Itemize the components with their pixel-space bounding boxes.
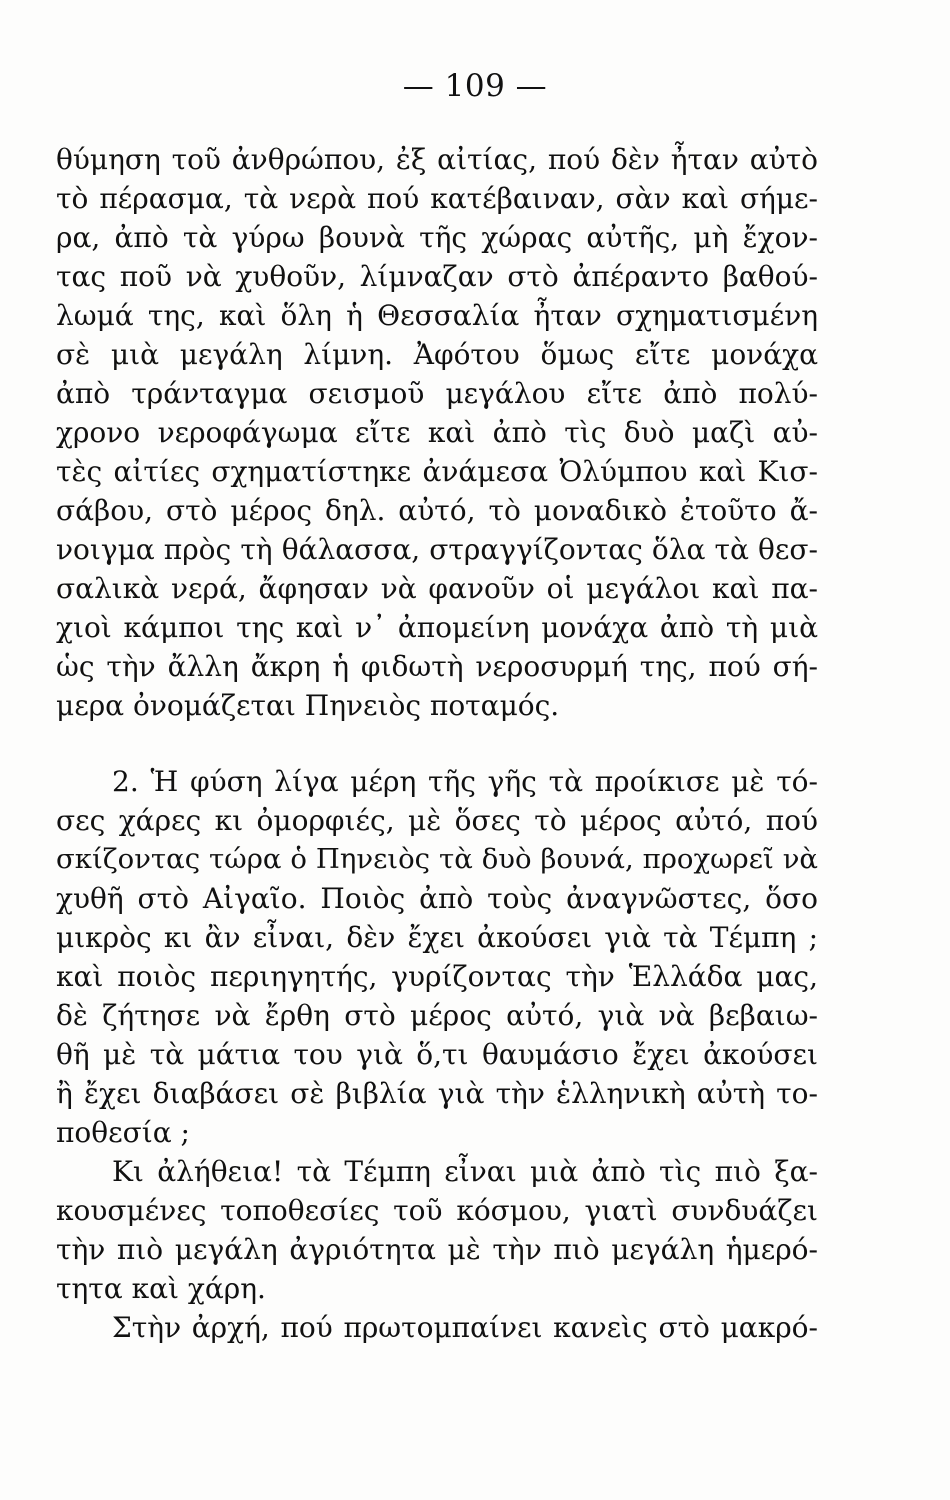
text-line: κουσμένες τοποθεσίες τοῦ κόσμου, γιατὶ συνδυάζει: [56, 1194, 818, 1227]
text-line: ἢ ἔχει διαβάσει σὲ βιβλία γιὰ τὴν ἑλληνικὴ αὐτὴ το-: [56, 1077, 818, 1110]
text-line: χρονο νεροφάγωμα εἴτε καὶ ἀπὸ τὶς δυὸ μαζὶ αὐ-: [56, 416, 818, 449]
text-line: Στὴν ἀρχή, πού πρωτομπαίνει κανεὶς στὸ μακρό-: [112, 1311, 818, 1344]
text-line: σκίζοντας τώρα ὁ Πηνειὸς τὰ δυὸ βουνά, προχωρεῖ νὰ: [56, 843, 818, 875]
text-line: τας ποῦ νὰ χυθοῦν, λίμναζαν στὸ ἀπέραντο βαθού-: [56, 260, 818, 293]
text-line: 2. Ἡ φύση λίγα μέρη τῆς γῆς τὰ προίκισε μὲ τό-: [112, 765, 818, 798]
text-line: Κι ἀλήθεια! τὰ Τέμπη εἶναι μιὰ ἀπὸ τὶς πιὸ ξα-: [112, 1155, 818, 1188]
text-line: σὲ μιὰ μεγάλη λίμνη. Ἀφότου ὅμως εἴτε μονάχα: [56, 338, 818, 371]
text-line: δὲ ζήτησε νὰ ἔρθη στὸ μέρος αὐτό, γιὰ νὰ βεβαιω-: [56, 999, 818, 1032]
text-line: χυθῆ στὸ Αἰγαῖο. Ποιὸς ἀπὸ τοὺς ἀναγνῶστες, ὅσο: [56, 882, 818, 915]
text-line: ὡς τὴν ἄλλη ἄκρη ἡ φιδωτὴ νεροσυρμή της, πού σή-: [56, 650, 818, 683]
text-line: τὸ πέρασμα, τὰ νερὰ πού κατέβαιναν, σὰν καὶ σήμε-: [56, 182, 818, 215]
text-line: μικρὸς κι ἂν εἶναι, δὲν ἔχει ἀκούσει γιὰ τὰ Τέμπη ;: [56, 921, 818, 954]
text-line: καὶ ποιὸς περιηγητής, γυρίζοντας τὴν Ἑλλάδα μας,: [56, 960, 818, 993]
paragraph-2: [56, 762, 818, 1152]
text-line: τὲς αἰτίες σχηματίστηκε ἀνάμεσα Ὀλύμπου καὶ Κισ-: [56, 455, 818, 488]
text-line: σάβου, στὸ μέρος δηλ. αὐτό, τὸ μοναδικὸ ἐτοῦτο ἄ-: [56, 494, 818, 527]
text-line: θύμηση τοῦ ἀνθρώπου, ἐξ αἰτίας, πού δὲν ἦταν αὐτὸ: [56, 143, 818, 176]
text-line: σες χάρες κι ὀμορφιές, μὲ ὅσες τὸ μέρος αὐτό, πού: [56, 804, 818, 837]
text-line: ρα, ἀπὸ τὰ γύρω βουνὰ τῆς χώρας αὐτῆς, μὴ ἔχον-: [56, 221, 818, 254]
text-line: τὴν πιὸ μεγάλη ἀγριότητα μὲ τὴν πιὸ μεγάλη ἡμερό-: [56, 1233, 818, 1266]
text-line: λωμά της, καὶ ὅλη ἡ Θεσσαλία ἦταν σχηματισμένη: [56, 299, 818, 332]
paragraph-4: [56, 1308, 818, 1347]
page-number: — 109 —: [402, 68, 548, 104]
paragraph-1: [56, 140, 818, 725]
text-line: χιοὶ κάμποι της καὶ ν᾽ ἀπομείνη μονάχα ἀπὸ τὴ μιὰ: [56, 611, 818, 644]
text-line: σαλικὰ νερά, ἄφησαν νὰ φανοῦν οἱ μεγάλοι καὶ πα-: [56, 572, 818, 605]
text-line: μερα ὀνομάζεται Πηνειὸς ποταμός.: [56, 689, 560, 722]
body-text: [56, 140, 818, 1347]
text-line: θῆ μὲ τὰ μάτια του γιὰ ὅ,τι θαυμάσιο ἔχει ἀκούσει: [56, 1038, 818, 1071]
section-gap: [56, 725, 818, 762]
text-line: ἀπὸ τράνταγμα σεισμοῦ μεγάλου εἴτε ἀπὸ πολύ-: [56, 377, 818, 410]
text-line: ποθεσία ;: [56, 1116, 190, 1149]
text-line: τητα καὶ χάρη.: [56, 1272, 266, 1305]
paragraph-3: [56, 1152, 818, 1308]
text-line: νοιγμα πρὸς τὴ θάλασσα, στραγγίζοντας ὅλα τὰ θεσ-: [56, 533, 818, 566]
